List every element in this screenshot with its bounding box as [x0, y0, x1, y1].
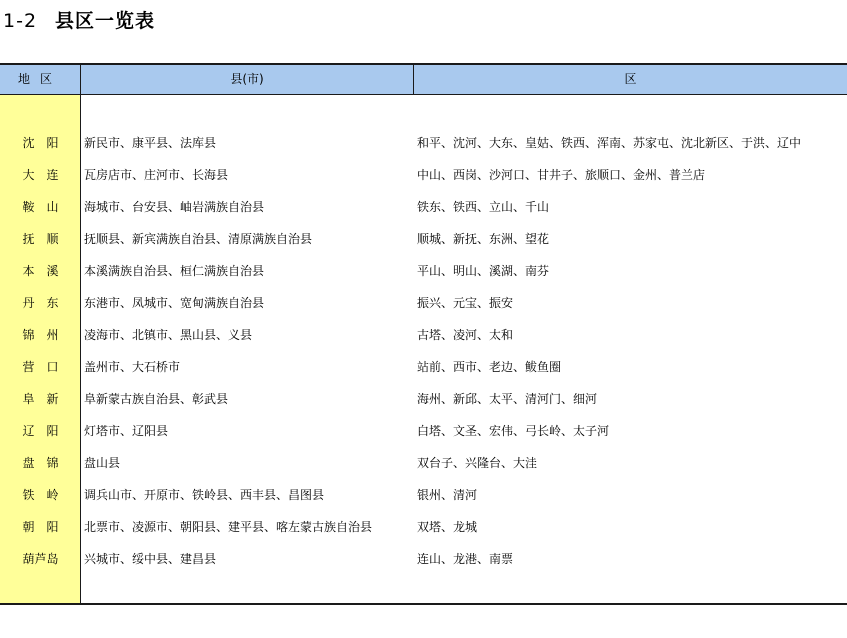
- table-row: [0, 287, 847, 319]
- cell-counties: 北票市、凌源市、朝阳县、建平县、喀左蒙古族自治县: [84, 520, 373, 534]
- cell-region: 阜新: [22, 392, 71, 406]
- title-number: 1-2: [3, 10, 38, 32]
- cell-counties: 本溪满族自治县、桓仁满族自治县: [84, 264, 265, 278]
- table-row: [0, 479, 847, 511]
- cell-districts: 铁东、铁西、立山、千山: [417, 200, 550, 214]
- cell-districts: 连山、龙港、南票: [417, 552, 514, 566]
- cell-counties: 兴城市、绥中县、建昌县: [84, 552, 217, 566]
- table-row: [0, 159, 847, 191]
- table-row: [0, 511, 847, 543]
- cell-districts: 和平、沈河、大东、皇姑、铁西、浑南、苏家屯、沈北新区、于洪、辽中: [417, 136, 802, 150]
- cell-districts: 顺城、新抚、东洲、望花: [417, 232, 550, 246]
- page-title: [3, 6, 155, 33]
- cell-counties: 凌海市、北镇市、黑山县、义县: [84, 328, 253, 342]
- table-row: [0, 191, 847, 223]
- cell-counties: 调兵山市、开原市、铁岭县、西丰县、昌图县: [84, 488, 325, 502]
- cell-districts: 银州、清河: [417, 488, 478, 502]
- header-county: 县(市): [81, 65, 414, 94]
- cell-districts: 古塔、凌河、太和: [417, 328, 514, 342]
- title-text: 县区一览表: [55, 10, 156, 32]
- cell-region: 大连: [22, 168, 71, 182]
- cell-counties: 灯塔市、辽阳县: [84, 424, 169, 438]
- cell-region: 葫芦岛: [22, 552, 59, 566]
- table-row: [0, 383, 847, 415]
- cell-districts: 中山、西岗、沙河口、甘井子、旅顺口、金州、普兰店: [417, 168, 706, 182]
- cell-region: 锦州: [22, 328, 71, 342]
- cell-districts: 双台子、兴隆台、大洼: [417, 456, 538, 470]
- cell-districts: 站前、西市、老边、鲅鱼圈: [417, 360, 562, 374]
- table-header: [0, 65, 847, 95]
- table-body: [0, 127, 847, 575]
- cell-region: 抚顺: [22, 232, 71, 246]
- cell-region: 沈阳: [22, 136, 71, 150]
- cell-counties: 抚顺县、新宾满族自治县、清原满族自治县: [84, 232, 313, 246]
- cell-region: 盘锦: [22, 456, 71, 470]
- cell-counties: 新民市、康平县、法库县: [84, 136, 217, 150]
- cell-districts: 白塔、文圣、宏伟、弓长岭、太子河: [417, 424, 610, 438]
- header-district: 区: [624, 72, 637, 86]
- cell-districts: 双塔、龙城: [417, 520, 478, 534]
- cell-districts: 海州、新邱、太平、清河门、细河: [417, 392, 598, 406]
- cell-counties: 阜新蒙古族自治县、彰武县: [84, 392, 229, 406]
- cell-counties: 盖州市、大石桥市: [84, 360, 181, 374]
- cell-region: 本溪: [22, 264, 71, 278]
- header-region: 地区: [0, 65, 81, 94]
- cell-region: 铁岭: [22, 488, 71, 502]
- cell-districts: 平山、明山、溪湖、南芬: [417, 264, 550, 278]
- table-row: [0, 351, 847, 383]
- cell-region: 鞍山: [22, 200, 71, 214]
- cell-region: 朝阳: [22, 520, 71, 534]
- table-row: [0, 415, 847, 447]
- table-row: [0, 543, 847, 575]
- cell-region: 丹东: [22, 296, 71, 310]
- table-row: [0, 255, 847, 287]
- county-district-table: [0, 63, 847, 605]
- cell-districts: 振兴、元宝、振安: [417, 296, 514, 310]
- cell-counties: 盘山县: [84, 456, 121, 470]
- cell-counties: 瓦房店市、庄河市、长海县: [84, 168, 229, 182]
- table-row: [0, 127, 847, 159]
- cell-region: 辽阳: [22, 424, 71, 438]
- table-row: [0, 223, 847, 255]
- cell-counties: 海城市、台安县、岫岩满族自治县: [84, 200, 265, 214]
- cell-region: 营口: [22, 360, 71, 374]
- table-row: [0, 447, 847, 479]
- cell-counties: 东港市、凤城市、宽甸满族自治县: [84, 296, 265, 310]
- table-row: [0, 319, 847, 351]
